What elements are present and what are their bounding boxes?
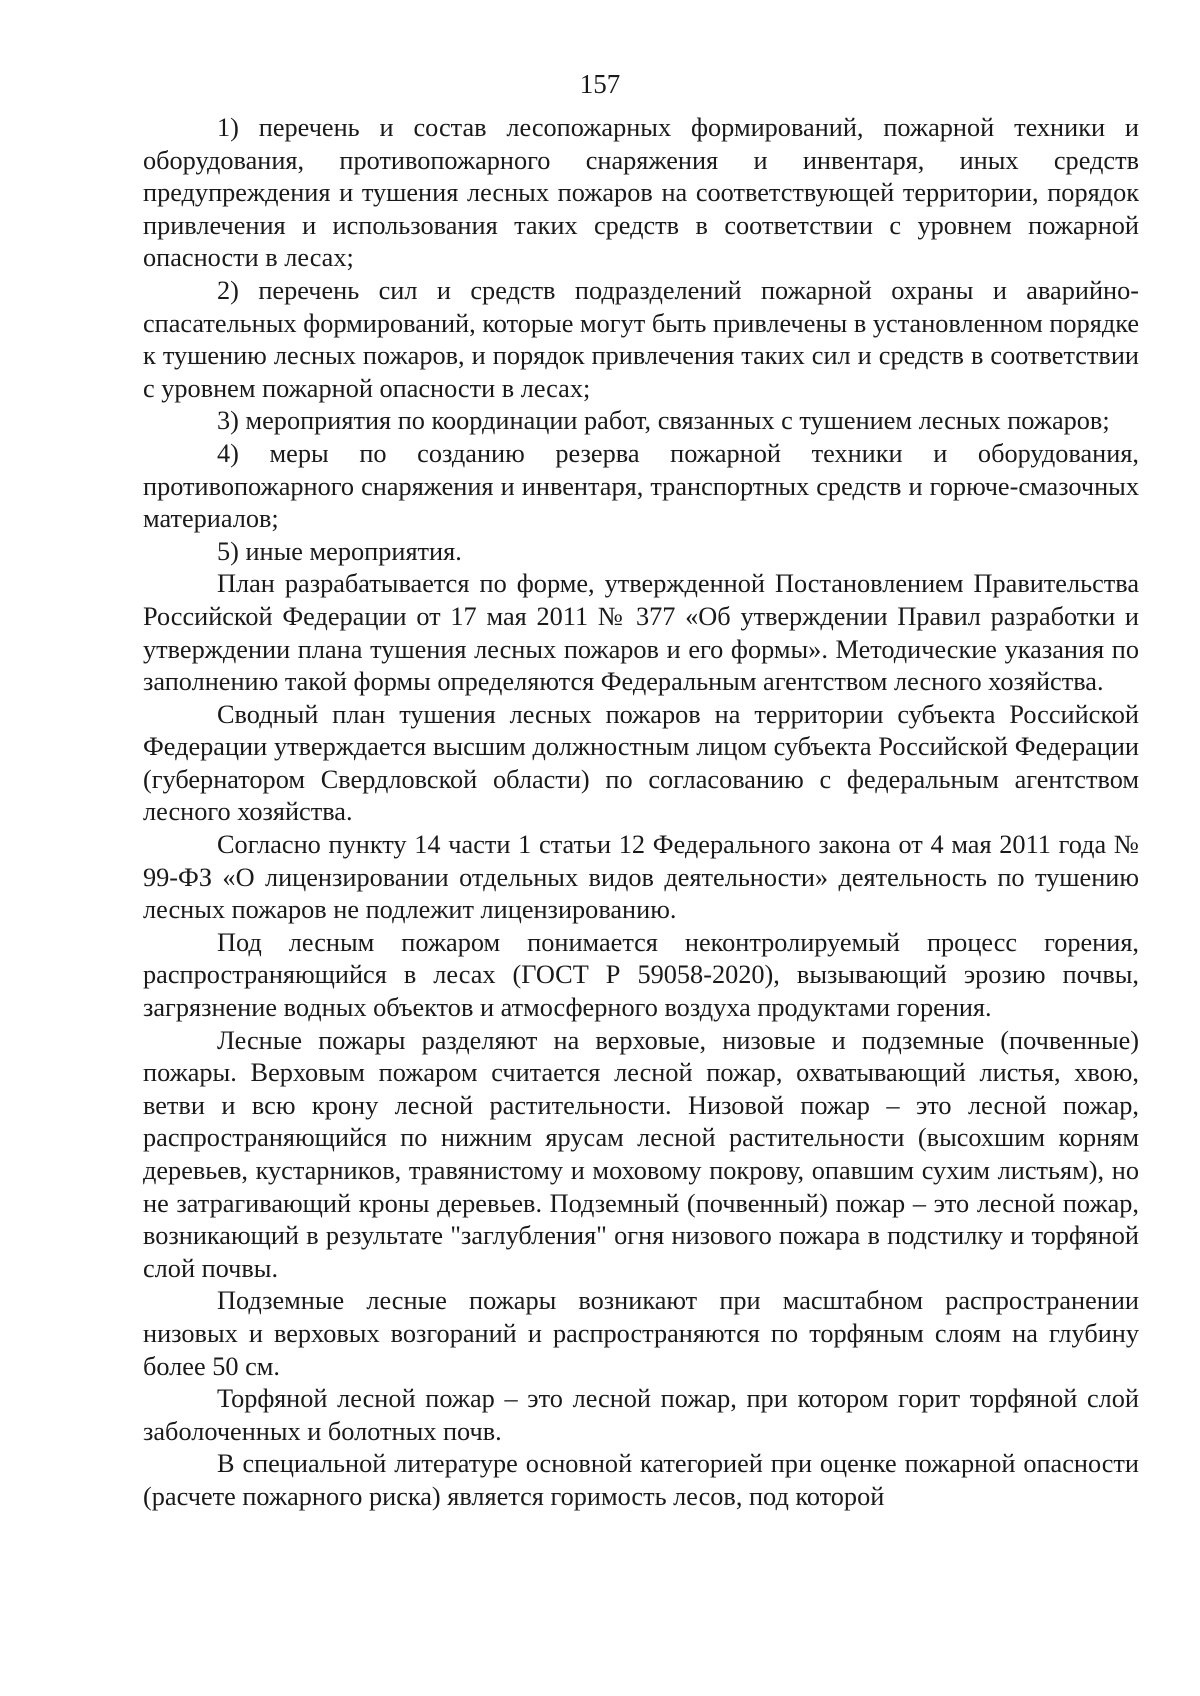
paragraph-forest-fire-definition: Под лесным пожаром понимается неконтролируемый процесс горения, распространяющийся в лесах (ГОСТ Р 59058-2020), вызывающий эрозию почвы, загрязнение водных объектов и атмосферного воздуха продуктами горения. xyxy=(143,927,1139,1023)
paragraph-item-4: 4) меры по созданию резерва пожарной техники и оборудования, противопожарного снаряжения и инвентаря, транспортных средств и горюче-смазочных материалов; xyxy=(143,438,1139,534)
paragraph-peat-fire: Торфяной лесной пожар – это лесной пожар, при котором горит торфяной слой заболоченных и болотных почв. xyxy=(143,1384,1139,1446)
paragraph-item-3: 3) мероприятия по координации работ, связанных с тушением лесных пожаров; xyxy=(217,406,1110,436)
paragraph-item-5: 5) иные мероприятия. xyxy=(217,536,462,566)
paragraph-item-2: 2) перечень сил и средств подразделений пожарной охраны и аварийно-спасательных формирований, которые могут быть привлечены в установленном порядке к тушению лесных пожаров, и порядок привлечения таких сил и средств в соответствии с уровнем пожарной опасности в лесах; xyxy=(143,275,1139,403)
paragraph-underground-fires: Подземные лесные пожары возникают при масштабном распространении низовых и верховых возгораний и распространяются по торфяным слоям на глубину более 50 см. xyxy=(143,1286,1139,1381)
document-body xyxy=(143,112,1139,1514)
paragraph-licensing: Согласно пункту 14 части 1 статьи 12 Федерального закона от 4 мая 2011 года № 99-ФЗ «О лицензировании отдельных видов деятельности» деятельность по тушению лесных пожаров не подлежит лицензированию. xyxy=(143,830,1139,925)
paragraph-consolidated-plan: Сводный план тушения лесных пожаров на территории субъекта Российской Федерации утверждается высшим должностным лицом субъекта Российской Федерации (губернатором Свердловской области) по согласованию с федеральным агентством лесного хозяйства. xyxy=(143,699,1139,827)
paragraph-fire-types: Лесные пожары разделяют на верховые, низовые и подземные (почвенные) пожары. Верховым пожаром считается лесной пожар, охватывающий листья, хвою, ветви и всю крону лесной растительности. Низовой пожар – это лесной пожар, распространяющийся по нижним ярусам лесной растительности (высохшим корням деревьев, кустарников, травянистому и моховому покрову, опавшим сухим листьям), но не затрагивающий кроны деревьев. Подземный (почвенный) пожар – это лесной пожар, возникающий в результате "заглубления" огня низового пожара в подстилку и торфяной слой почвы. xyxy=(143,1025,1139,1283)
paragraph-fire-risk: В специальной литературе основной категорией при оценке пожарной опасности (расчете пожарного риска) является горимость лесов, под которой xyxy=(143,1449,1139,1511)
page-number: 157 xyxy=(579,69,621,99)
paragraph-item-1: 1) перечень и состав лесопожарных формирований, пожарной техники и оборудования, противопожарного снаряжения и инвентаря, иных средств предупреждения и тушения лесных пожаров на соответствующей территории, порядок привлечения и использования таких средств в соответствии с уровнем пожарной опасности в лесах; xyxy=(143,113,1139,273)
paragraph-plan-form: План разрабатывается по форме, утвержденной Постановлением Правительства Российской Федерации от 17 мая 2011 № 377 «Об утверждении Правил разработки и утверждении плана тушения лесных пожаров и его формы». Методические указания по заполнению такой формы определяются Федеральным агентством лесного хозяйства. xyxy=(143,569,1139,697)
